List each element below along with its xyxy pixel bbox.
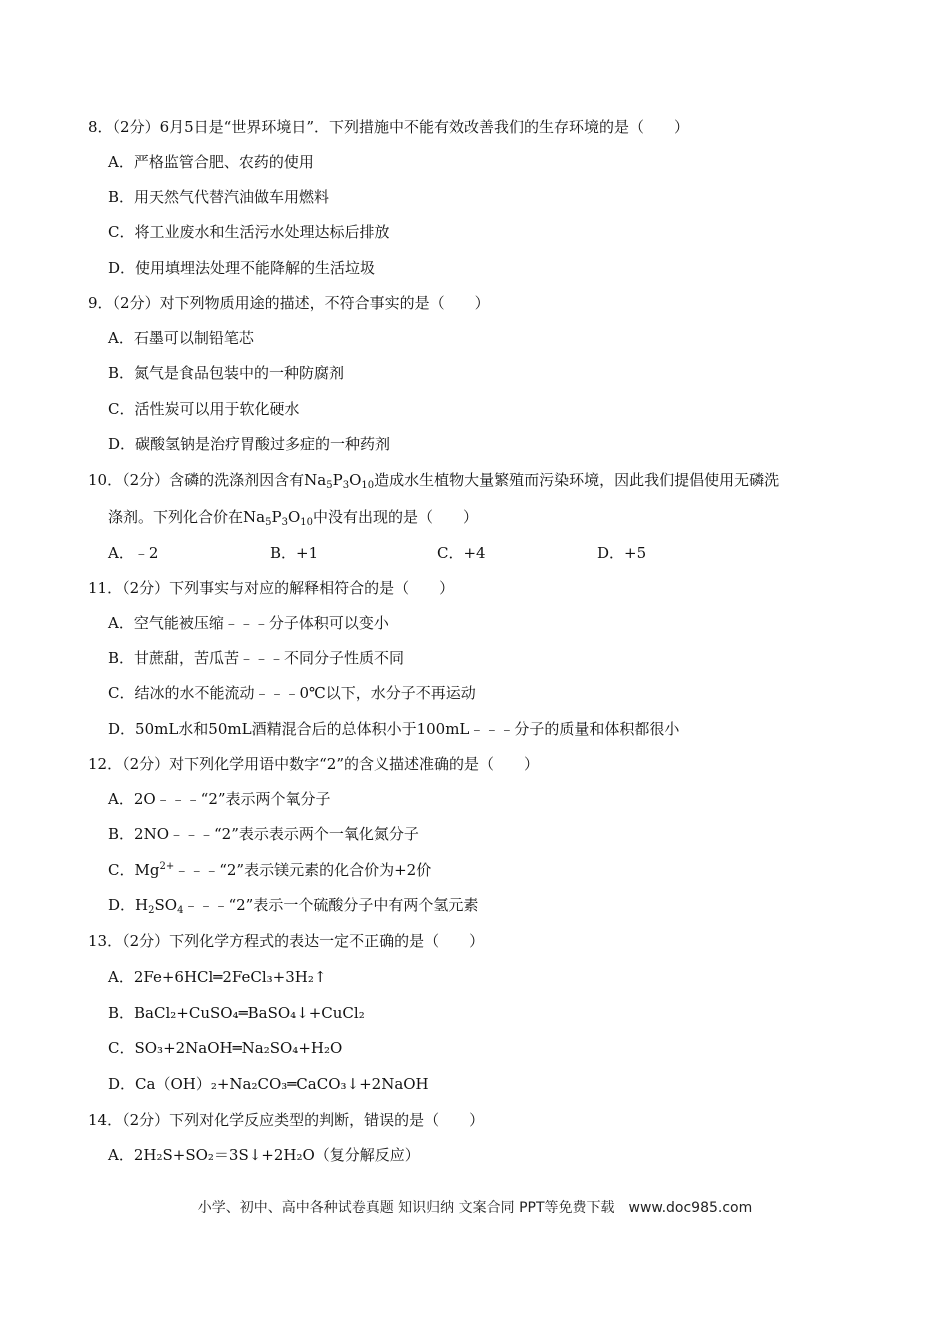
question-12-stem: 12．（2分）对下列化学用语中数字“2”的含义描述准确的是（ ） — [88, 755, 540, 773]
question-9-option-d: D．碳酸氢钠是治疗胃酸过多症的一种药剂 — [108, 435, 391, 453]
question-12-option-a: A．2O﹣﹣﹣“2”表示两个氧分子 — [108, 790, 331, 808]
question-9-stem: 9．（2分）对下列物质用途的描述，不符合事实的是（ ） — [88, 294, 490, 312]
question-10-stem-end: 造成水生植物大量繁殖而污染环境，因此我们提倡使用无磷洗 — [374, 471, 780, 489]
question-11-option-d: D．50mL水和50mL酒精混合后的总体积小于100mL﹣﹣﹣分子的质量和体积都很小 — [108, 720, 680, 738]
question-9-option-c: C．活性炭可以用于软化硬水 — [108, 400, 300, 418]
page-footer — [0, 1197, 950, 1217]
question-13-option-c: C．SO₃+2NaOH═Na₂SO₄+H₂O — [108, 1039, 343, 1057]
question-8-option-d: D．使用填埋法处理不能降解的生活垃圾 — [108, 259, 376, 277]
question-12-option-d: D．$H_2SO_4﹣﹣﹣“2$”表示一个硫酸分子中有两个氢元素 — [108, 896, 479, 916]
question-11-option-c: C．结冰的水不能流动﹣﹣﹣0℃以下，水分子不再运动 — [108, 684, 476, 702]
question-10-option-a: A．﹣2 — [108, 544, 159, 562]
question-9-option-a: A．石墨可以制铅笔芯 — [108, 329, 254, 347]
question-11-option-b: B．甘蔗甜，苦瓜苦﹣﹣﹣不同分子性质不同 — [108, 649, 405, 667]
question-13-option-d: D．Ca（OH）₂+Na₂CO₃═CaCO₃↓+2NaOH — [108, 1075, 429, 1093]
question-12-option-c: C．$Mg^{2+}﹣﹣﹣“2$”表示镁元素的化合价为+2价 — [108, 861, 432, 879]
question-13-option-b: B．BaCl₂+CuSO₄═BaSO₄↓+CuCl₂ — [108, 1004, 365, 1022]
question-8-option-b: B．用天然气代替汽油做车用燃料 — [108, 188, 330, 206]
question-9-option-b: B．氮气是食品包装中的一种防腐剂 — [108, 364, 345, 382]
question-14-stem: 14．（2分）下列对化学反应类型的判断，错误的是（ ） — [88, 1111, 485, 1129]
question-10-stem-start: 10．（2分）含磷的洗涤剂因含有 — [88, 471, 305, 489]
question-12-option-b: B．2NO﹣﹣﹣“2”表示表示两个一氧化氮分子 — [108, 825, 419, 843]
question-11-option-a: A．空气能被压缩﹣﹣﹣分子体积可以变小 — [108, 614, 389, 632]
question-10-option-d: D．+5 — [597, 544, 647, 562]
question-11-stem: 11．（2分）下列事实与对应的解释相符合的是（ ） — [88, 579, 455, 597]
footer-text: 小学、初中、高中各种试卷真题 知识归纳 文案合同 PPT等免费下载 — [197, 1200, 615, 1216]
question-10-stem-line2: 涤剂。下列化合价在$Na_5P_3O_{10}$中没有出现的是（ ） — [108, 508, 478, 528]
formula-sodium-tripolyphosphate: $Na_5P_3O_{10}$ — [243, 508, 313, 528]
footer-url[interactable]: www.doc985.com — [628, 1200, 753, 1216]
question-10-option-b: B．+1 — [270, 544, 319, 562]
question-8-option-c: C．将工业废水和生活污水处理达标后排放 — [108, 223, 390, 241]
question-14-option-a: A．2H₂S+SO₂＝3S↓+2H₂O（复分解反应） — [108, 1146, 420, 1164]
question-13-stem: 13．（2分）下列化学方程式的表达一定不正确的是（ ） — [88, 932, 485, 950]
question-8-stem: 8．（2分）6月5日是“世界环境日”．下列措施中不能有效改善我们的生存环境的是（ ） — [88, 118, 690, 136]
question-10-stem — [88, 470, 779, 490]
question-10-option-c: C．+4 — [437, 544, 486, 562]
magnesium-ion-charge: 2+ — [159, 861, 175, 872]
question-8-option-a: A．严格监管合肥、农药的使用 — [108, 153, 314, 171]
question-13-option-a: A．2Fe+6HCl═2FeCl₃+3H₂↑ — [108, 968, 327, 986]
formula-sodium-tripolyphosphate: $Na_5P_3O_{10}$ — [304, 471, 375, 491]
